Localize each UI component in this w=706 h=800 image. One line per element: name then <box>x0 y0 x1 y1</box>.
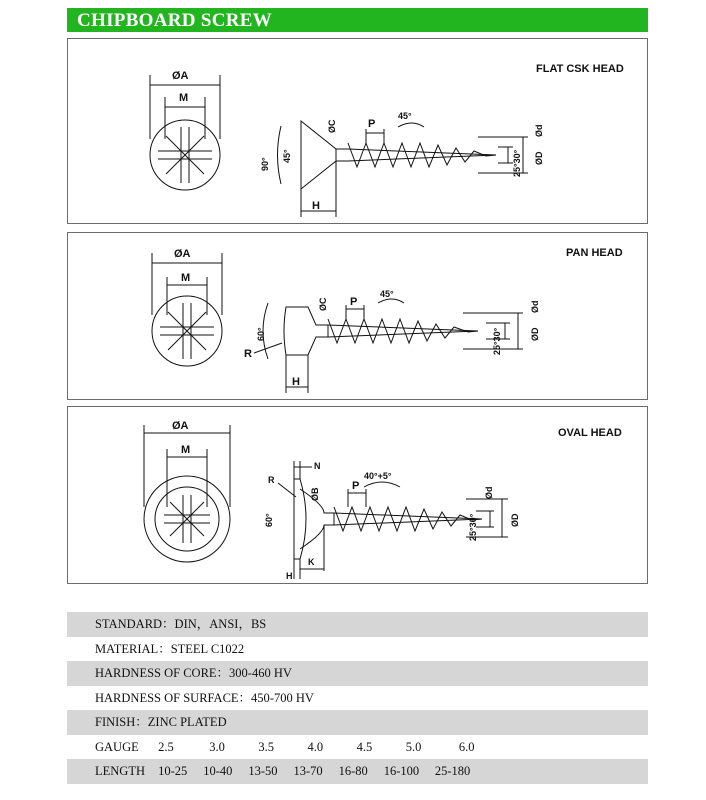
spec-standard: STANDARD：DIN，ANSI，BS <box>67 612 648 637</box>
dim-d-big-label: ØD <box>534 151 544 165</box>
panel-heading: FLAT CSK HEAD <box>536 63 624 75</box>
gauge-value: 6.0 <box>458 739 475 754</box>
length-value: 10-25 <box>158 764 188 778</box>
angle-60-label: 60° <box>256 327 266 341</box>
spec-table <box>67 612 648 784</box>
dim-h-label: H <box>292 376 300 388</box>
dim-m-label: M <box>181 272 191 284</box>
length-label: LENGTH <box>95 764 145 778</box>
gauge-label: GAUGE <box>95 739 139 754</box>
panel-pan-head <box>67 232 648 400</box>
length-value: 13-50 <box>248 764 278 778</box>
dim-d-small-label: Ød <box>534 124 544 137</box>
length-value: 10-40 <box>203 764 233 778</box>
dim-m-label: M <box>179 92 189 104</box>
angle-45-label: 45° <box>380 289 394 299</box>
dim-r-label: R <box>268 475 275 485</box>
tip-angle-label: 25°30° <box>468 513 478 541</box>
gauge-value: 4.5 <box>356 739 373 754</box>
dim-h-label: H <box>312 200 320 212</box>
panel-heading: OVAL HEAD <box>558 427 622 439</box>
length-value: 13-70 <box>293 764 323 778</box>
tip-angle-label: 25°30° <box>512 149 522 177</box>
spec-length-row <box>67 759 648 784</box>
dim-c-label: ØC <box>318 297 328 311</box>
tip-angle-label: 25°30° <box>492 327 502 355</box>
dim-p-label: P <box>368 118 376 130</box>
spec-hardness-surface: HARDNESS OF SURFACE：450-700 HV <box>95 690 314 705</box>
angle-90-label: 90° <box>260 157 270 171</box>
panel-oval-head <box>67 406 648 584</box>
dim-d-big-label: ØD <box>530 327 540 341</box>
angle-60-label: 60° <box>264 513 274 527</box>
length-value: 25-180 <box>434 764 471 778</box>
spec-finish: FINISH：ZINC PLATED <box>67 710 648 735</box>
dim-d-small-label: Ød <box>484 486 494 499</box>
dim-p-label: P <box>352 480 360 492</box>
dim-a-label: ØA <box>172 70 189 82</box>
dim-n-label: N <box>314 461 321 471</box>
dim-m-label: M <box>181 444 191 456</box>
dim-d-small-label: Ød <box>530 300 540 313</box>
angle-45-label: 45° <box>398 111 412 121</box>
dim-k-label: K <box>308 557 315 567</box>
dim-a-label: ØA <box>174 248 191 260</box>
spec-material: MATERIAL：STEEL C1022 <box>95 641 245 656</box>
panel-flat-csk-head <box>67 38 648 224</box>
gauge-value: 4.0 <box>307 739 324 754</box>
spec-gauge-row <box>67 735 648 760</box>
dim-p-label: P <box>350 296 358 308</box>
pan-head-drawing <box>68 233 647 399</box>
oval-head-drawing <box>68 407 647 583</box>
dim-r-label: R <box>244 348 252 360</box>
dim-b-label: ØB <box>310 487 320 501</box>
dim-a-label: ØA <box>172 420 189 432</box>
gauge-value: 5.0 <box>405 739 422 754</box>
length-value: 16-80 <box>338 764 368 778</box>
spec-hardness-core: HARDNESS OF CORE：300-460 HV <box>67 661 648 686</box>
gauge-value: 3.5 <box>258 739 274 754</box>
page-title: CHIPBOARD SCREW <box>77 10 273 31</box>
flat-csk-drawing <box>68 39 647 223</box>
dim-c-label: ØC <box>327 119 337 133</box>
gauge-value: 2.5 <box>158 739 174 754</box>
title-bar <box>67 8 648 32</box>
gauge-value: 3.0 <box>209 739 225 754</box>
dim-h-label: H <box>286 571 293 581</box>
dim-d-big-label: ØD <box>510 513 520 527</box>
length-value: 16-100 <box>383 764 420 778</box>
angle-label: 40°+5° <box>364 471 392 481</box>
angle-45b-label: 45° <box>282 149 292 163</box>
panel-heading: PAN HEAD <box>566 247 623 259</box>
